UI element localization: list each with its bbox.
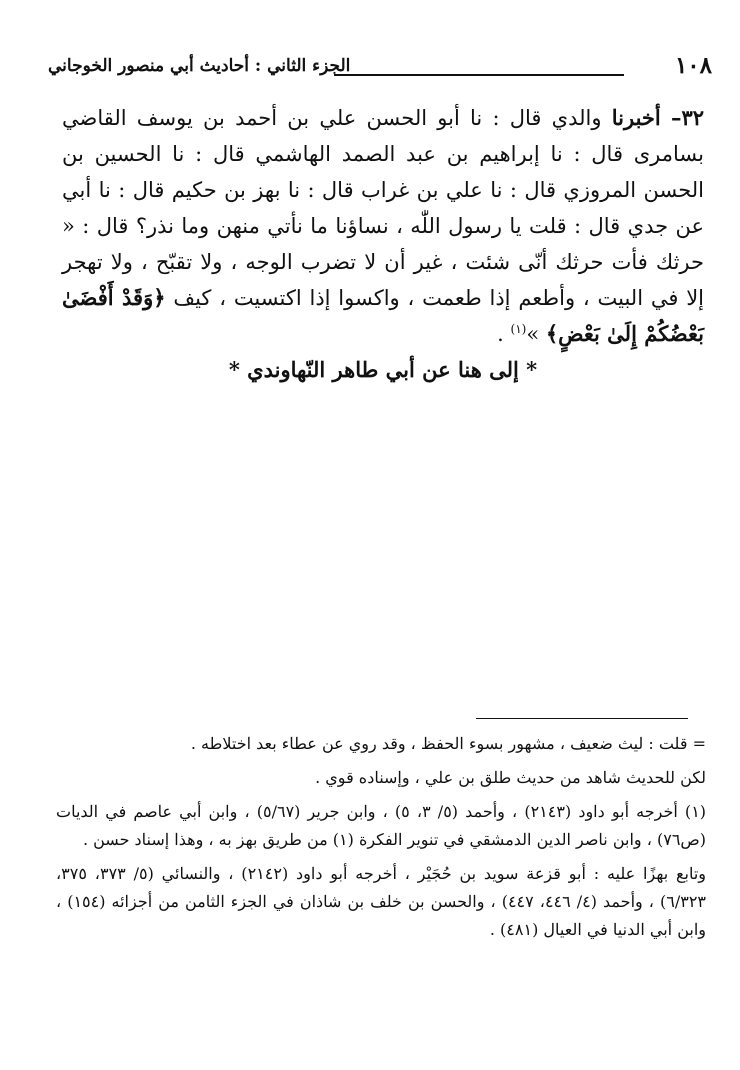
main-text — [62, 100, 704, 388]
header-rule — [334, 74, 624, 76]
narration-opening: أخبرنا — [611, 105, 661, 130]
sentence-end: . — [497, 322, 511, 346]
footnote-continuation: = قلت : ليث ضعيف ، مشهور بسوء الحفظ ، وقد روي عن عطاء بعد اختلاطه . — [190, 734, 706, 753]
footnote-reference: (١) — [510, 322, 527, 336]
footnote-separator — [476, 718, 688, 719]
footnote-1-continuation: وتابع بهزًا عليه : أبو قزعة سويد بن حُجَيْر ، أخرجه أبو داود (٢١٤٢) ، والنسائي (٥/ ٣٧٣، ٣٧٥، ٦/٣٢٣) ، وأحمد (٤/ ٤٤٦، ٤٤٧) ، والحسن بن خلف بن شاذان في الجزء الثامن من أجزائه (١٥٤) ، وابن أبي الدنيا في العيال (٤٨١) . — [56, 864, 707, 939]
footnote-1: (١) أخرجه أبو داود (٢١٤٣) ، وأحمد (٥/ ٣، ٥) ، وابن جرير (٥/٦٧) ، وابن أبي عاصم في الديات (ص٧٦) ، وابن ناصر الدين الدمشقي في تنوير الفكرة (١) من طريق بهز به ، وهذا إسناد حسن . — [56, 802, 707, 849]
hadith-body: والدي قال : نا أبو الحسن علي بن أحمد بن يوسف القاضي بسامرى قال : نا إبراهيم بن عبد الصمد الهاشمي قال : نا الحسين بن الحسن المروزي قال : نا علي بن غراب قال : نا بهز بن حكيم قال : نا أبي عن جدي قال : قلت يا رسول اللّٰه ، نساؤنا ما نأتي منهن وما نذر؟ قال : « حرثك فأت حرثك أنّى شئت ، غير أن لا تضرب الوجه ، ولا تقبّح ، ولا تهجر إلا في البيت ، وأطعم إذا طعمت ، واكسوا إذا اكتسيت ، كيف — [62, 106, 705, 310]
hadith-paragraph — [62, 100, 704, 352]
hadith-number: ٣٢– — [670, 105, 704, 130]
running-title: الجزء الثاني : أحاديث أبي منصور الخوجاني — [48, 56, 351, 76]
page-number: ١٠٨ — [674, 52, 712, 79]
section-ending: * إلى هنا عن أبي طاهر النّهاوندي * — [228, 357, 538, 382]
running-header — [48, 52, 712, 96]
footnote-continuation-2: لكن للحديث شاهد من حديث طلق بن علي ، وإسناده قوي . — [315, 768, 706, 787]
quote-close: » — [526, 322, 546, 346]
footnotes — [56, 730, 706, 950]
quran-quote: ﴿وَقَدْ أَفْضَىٰ بَعْضُكُمْ إِلَىٰ بَعْضٍ﴾ — [62, 285, 704, 346]
